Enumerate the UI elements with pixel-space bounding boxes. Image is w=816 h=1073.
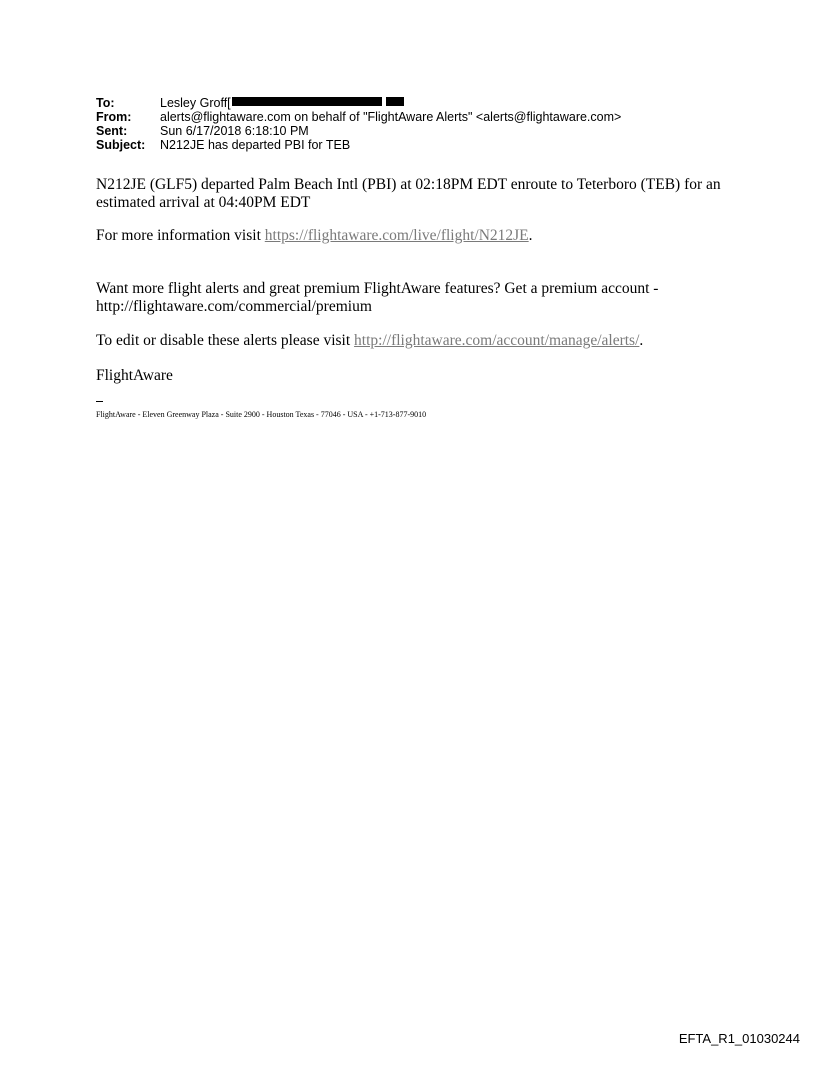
document-id: EFTA_R1_01030244 xyxy=(678,1031,800,1046)
edit-alerts-line xyxy=(96,332,736,350)
sent-label: Sent: xyxy=(96,124,128,138)
redaction-block xyxy=(386,97,404,106)
more-info-line xyxy=(96,227,736,245)
to-label: To: xyxy=(96,96,115,110)
from-row xyxy=(96,110,621,124)
to-value xyxy=(160,96,404,110)
more-info-suffix: . xyxy=(528,227,533,244)
redaction-block xyxy=(232,97,382,106)
from-value: alerts@flightaware.com on behalf of "FlightAware Alerts" <alerts@flightaware.com> xyxy=(160,110,622,124)
signature: FlightAware xyxy=(96,367,173,384)
departure-notice: N212JE (GLF5) departed Palm Beach Intl (PBI) at 02:18PM EDT enroute to Teterboro (TEB) for an estimated arrival at 04:40PM EDT xyxy=(96,176,721,211)
subject-label: Subject: xyxy=(96,138,146,152)
edit-alerts-suffix: . xyxy=(639,332,644,349)
from-label: From: xyxy=(96,110,132,124)
sent-row xyxy=(96,124,621,138)
subject-row xyxy=(96,138,621,152)
more-info-prefix: For more information visit xyxy=(96,227,265,244)
premium-promo: Want more flight alerts and great premium FlightAware features? Get a premium account - http://flightaware.com/commercial/premium xyxy=(96,280,659,315)
to-recipient-name: Lesley Groff[ xyxy=(160,96,231,110)
edit-alerts-prefix: To edit or disable these alerts please visit xyxy=(96,332,355,349)
to-row xyxy=(96,96,621,110)
manage-alerts-link[interactable]: http://flightaware.com/account/manage/alerts/ xyxy=(354,332,640,349)
signature-divider xyxy=(96,401,103,402)
email-header xyxy=(96,96,621,152)
footer-address: FlightAware - Eleven Greenway Plaza - Suite 2900 - Houston Texas - 77046 - USA - +1-713-877-9010 xyxy=(96,410,427,419)
subject-value: N212JE has departed PBI for TEB xyxy=(160,138,351,152)
flight-tracking-link[interactable]: https://flightaware.com/live/flight/N212JE xyxy=(264,227,529,244)
sent-value: Sun 6/17/2018 6:18:10 PM xyxy=(160,124,309,138)
